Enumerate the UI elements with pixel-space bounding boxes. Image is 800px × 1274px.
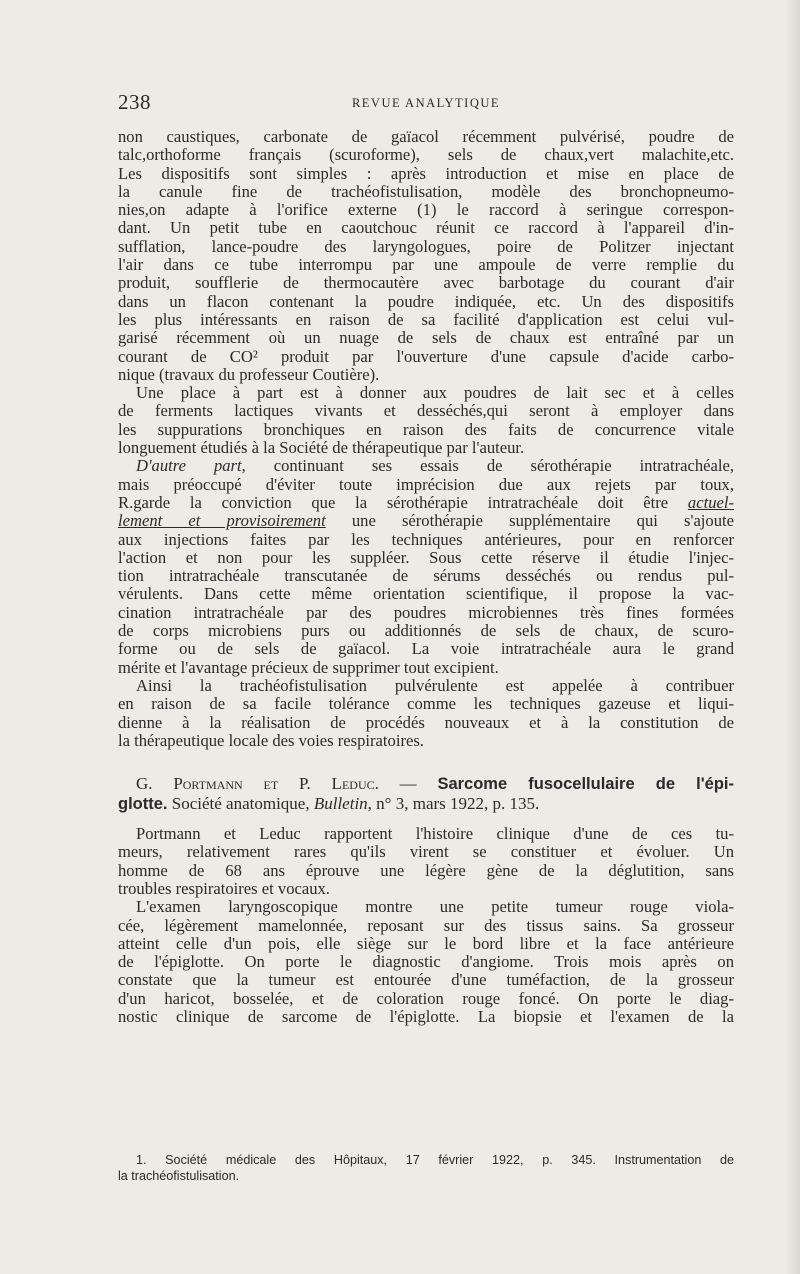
text-span: R.garde la conviction que la sérothérapie intratrachéale doit être [118, 493, 688, 512]
text-line: de l'épiglotte. On porte le diagnostic d'angiome. Trois mois après on [118, 953, 734, 972]
text-line [118, 512, 734, 530]
text-line: nies,on adapte à l'orifice externe (1) le raccord à seringue correspon- [118, 201, 734, 220]
text-line: vérulents. Dans cette même orientation scientifique, il propose la vac- [118, 585, 734, 604]
text-line: mérite et l'avantage précieux de supprimer tout excipient. [118, 658, 499, 677]
text-line: l'air dans ce tube interrompu par une ampoule de verre remplie du [118, 256, 734, 275]
text-line: Portmann et Leduc rapportent l'histoire clinique d'une de ces tu- [136, 825, 734, 844]
text-line: mais préoccupé d'éviter toute imprécision due aux rejets par toux, [118, 475, 734, 494]
text-line: cination intratrachéale par des poudres microbiennes très fines formées [118, 603, 734, 622]
text-line: Ainsi la trachéofistulisation pulvérulente est appelée à contribuer [136, 676, 734, 695]
text-line: meurs, relativement rares qu'ils virent se constituer et évoluer. Un [118, 843, 734, 862]
citation-authors: G. Portmann et P. Leduc. — [136, 774, 417, 794]
text-line: aux injections faites par les techniques antérieures, pour en renforcer [118, 530, 734, 549]
citation-bulletin: Bulletin [313, 794, 368, 814]
text-line: non caustiques, carbonate de gaïacol récemment pulvérisé, poudre de [118, 128, 734, 146]
footnote-line: la trachéofistulisation. [118, 1169, 240, 1183]
text-line: homme de 68 ans éprouve une légère gène de la déglutition, sans [118, 861, 734, 880]
italic-text: actuel- [687, 493, 734, 512]
text-line: dienne à la réalisation de procédés nouveaux et à la constitution de [118, 713, 734, 732]
text-line [118, 457, 734, 475]
text-line: tion intratrachéale transcutanée de sérums desséchés ou rendus pul- [118, 567, 734, 586]
text-line [118, 494, 734, 512]
text-line: Les dispositifs sont simples : après introduction et mise en place de [118, 164, 734, 183]
text-line: dant. Un petit tube en caoutchouc réunit ce raccord à l'appareil d'in- [118, 219, 734, 238]
text-line: en raison de sa facile tolérance comme les techniques gazeuse et liqui- [118, 695, 734, 714]
text-line: garisé récemment où un nuage de sels de chaux est entraîné par un [118, 329, 734, 348]
italic-text: lement et provisoirement [118, 512, 326, 531]
citation-title: Sarcome fusocellulaire de l'épi- [437, 775, 734, 794]
italic-text: D'autre part, [136, 457, 246, 476]
text-line: la thérapeutique locale des voies respiratoires. [118, 731, 424, 750]
running-title: REVUE ANALYTIQUE [351, 96, 501, 110]
text-line: les plus intéressants en raison de sa facilité d'application est celui vul- [118, 310, 734, 329]
text-line: talc,orthoforme français (scuroforme), sels de chaux,vert malachite,etc. [118, 146, 734, 165]
text-line: constate que la tumeur est entourée d'une tuméfaction, de la grosseur [118, 971, 734, 990]
page-number: 238 [118, 90, 151, 114]
text-line: les suppurations bronchiques en raison des faits de concurrence vitale [118, 420, 734, 439]
text-line: forme ou de sels de gaïacol. La voie intratrachéale aura le grand [118, 640, 734, 659]
footnote-line: 1. Société médicale des Hôpitaux, 17 février 1922, p. 345. Instrumentation de [136, 1153, 734, 1167]
text-line: cée, légèrement mamelonnée, reposant sur des tissus sains. Sa grosseur [118, 916, 734, 935]
text-line: longuement étudiés à la Société de thérapeutique par l'auteur. [118, 439, 525, 458]
page-edge-shadow [786, 0, 800, 1274]
citation-source-tail: , n° 3, mars 1922, p. 135. [367, 794, 540, 814]
text-line: de ferments lactiques vivants et desséchés,qui seront à employer dans [118, 402, 734, 421]
text-line: atteint celle d'un pois, elle siège sur le bord libre et la face antérieure [118, 934, 734, 953]
citation-line [118, 774, 734, 794]
text-line: L'examen laryngoscopique montre une petite tumeur rouge viola- [136, 898, 734, 917]
text-line: l'action et non pour les suppléer. Sous cette réserve il étudie l'injec- [118, 548, 734, 567]
text-line: nostic clinique de sarcome de l'épiglotte. La biopsie et l'examen de la [118, 1008, 734, 1027]
section-gap [118, 814, 734, 825]
citation-source: Société anatomique, [167, 794, 314, 814]
text-line: Une place à part est à donner aux poudres de lait sec et à celles [136, 384, 734, 403]
text-span: une sérothérapie supplémentaire qui s'ajoute [325, 512, 734, 531]
citation-line [118, 794, 734, 814]
footnote [118, 1152, 734, 1184]
text-line: courant de CO² produit par l'ouverture d'une capsule d'acide carbo- [118, 347, 734, 366]
citation-title: glotte. [118, 795, 168, 814]
text-line: sufflation, lance-poudre des laryngologues, poire de Politzer injectant [118, 237, 734, 256]
text-span: continuant ses essais de sérothérapie intratrachéale, [245, 457, 734, 476]
text-line: la canule fine de trachéofistulisation, modèle des bronchopneumo- [118, 182, 734, 201]
section-gap [118, 750, 734, 774]
text-line: d'un haricot, bosselée, et de coloration rouge foncé. On porte le diag- [118, 989, 734, 1008]
text-line: de corps microbiens purs ou additionnés de sels de chaux, de scuro- [118, 622, 734, 641]
text-line: troubles respiratoires et vocaux. [118, 879, 330, 898]
text-line: produit, soufflerie de thermocautère avec barbotage du courant d'air [118, 274, 734, 293]
text-line: dans un flacon contenant la poudre indiquée, etc. Un des dispositifs [118, 292, 734, 311]
page-header [118, 90, 734, 112]
article-body [118, 128, 734, 1026]
text-line: nique (travaux du professeur Coutière). [118, 365, 380, 384]
